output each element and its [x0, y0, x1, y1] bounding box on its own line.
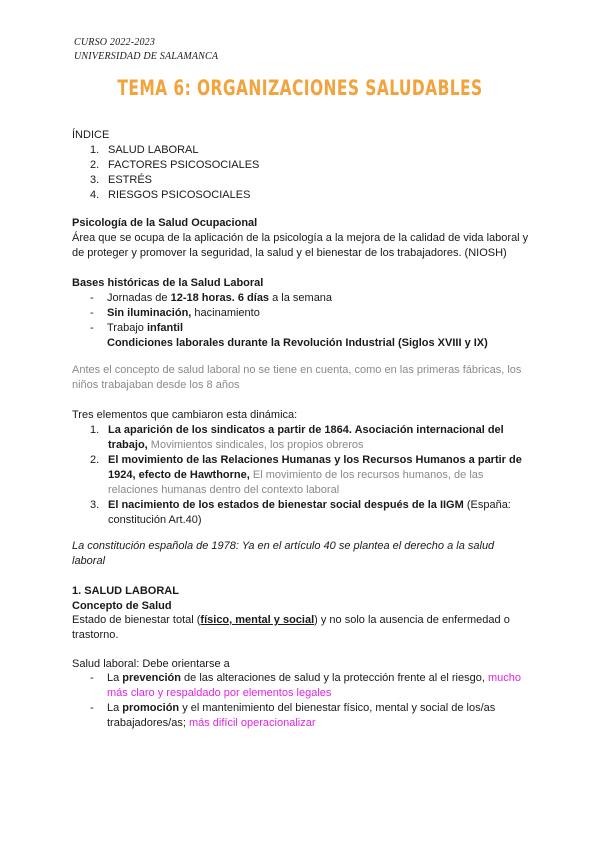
- text-span: La: [107, 672, 123, 684]
- text-span: El nacimiento de los estados de bienestar social después de la IIGM: [108, 499, 464, 511]
- constitucion-note: La constitución española de 1978: Ya en el artículo 40 se plantea el derecho a la salud laboral: [72, 540, 495, 567]
- salud-laboral-list: [90, 671, 530, 731]
- text-span: Trabajo: [107, 322, 147, 334]
- text-span: La: [107, 702, 123, 714]
- list-item: - Jornadas de 12-18 horas. 6 días a la semana: [90, 292, 333, 304]
- index-item-label: ESTRÉS: [108, 174, 153, 186]
- bases-heading: Bases históricas de la Salud Laboral: [72, 277, 264, 289]
- index-item-label: SALUD LABORAL: [108, 144, 199, 156]
- index-item-label: RIESGOS PSICOSOCIALES: [108, 189, 251, 201]
- text-span: 12-18 horas. 6 días: [170, 292, 270, 304]
- text-span: Jornadas de: [107, 292, 171, 304]
- antes-note: Antes el concepto de salud laboral no se tiene en cuenta, como en las primeras fábricas, los niños trabajaban desde los 8 años: [72, 364, 522, 391]
- list-item: - Trabajo infantil: [90, 322, 184, 334]
- list-item: 4. RIESGOS PSICOSOCIALES: [90, 189, 251, 201]
- text-span: físico, mental y social: [200, 614, 315, 626]
- text-span: y el mantenimiento del bienestar físico, mental y social de los/as trabajadores/as;: [107, 702, 496, 729]
- conditions-line: Condiciones laborales durante la Revolución Industrial (Siglos XVIII y IX): [107, 337, 488, 349]
- text-span: a la semana: [269, 292, 333, 304]
- text-span: La aparición de los sindicatos a partir de 1864. Asociación internacional del trabajo,: [108, 424, 504, 451]
- index-item-label: FACTORES PSICOSOCIALES: [108, 159, 260, 171]
- list-item: - La prevención de las alteraciones de salud y la protección frente al el riesgo, mucho más claro y respaldado por elementos legales: [90, 672, 521, 699]
- page-title: TEMA 6: ORGANIZACIONES SALUDABLES: [117, 76, 483, 100]
- university-label: UNIVERSIDAD DE SALAMANCA: [74, 51, 219, 62]
- list-item: 3. ESTRÉS: [90, 174, 153, 186]
- text-span: (España: constitución Art.40): [108, 499, 511, 526]
- text-span: promoción: [122, 702, 180, 714]
- text-span: Movimientos sindicales, los propios obreros: [147, 439, 364, 451]
- list-item: 2. FACTORES PSICOSOCIALES: [90, 159, 260, 171]
- tres-list: [90, 423, 530, 528]
- text-span: El movimiento de las Relaciones Humanas y los Recursos Humanos a partir de 1924, efecto de Hawthorne,: [108, 454, 522, 481]
- list-item: - Sin iluminación, hacinamiento: [90, 307, 260, 319]
- salud-subheading: Concepto de Salud: [72, 600, 172, 612]
- list-item: - La promoción y el mantenimiento del bienestar físico, mental y social de los/as trabajadores/as; más difícil operacionalizar: [90, 702, 496, 729]
- list-item: 3. El nacimiento de los estados de bienestar social después de la IIGM (España: constitución Art.40): [90, 499, 511, 526]
- text-span: infantil: [146, 322, 184, 334]
- list-item: 1. La aparición de los sindicatos a partir de 1864. Asociación internacional del trabajo, Movimientos sindicales, los propios obreros: [90, 424, 504, 451]
- course-label: CURSO 2022-2023: [74, 37, 156, 48]
- salud-heading: 1. SALUD LABORAL: [72, 585, 179, 597]
- text-span: prevención: [122, 672, 181, 684]
- psicologia-text: Área que se ocupa de la aplicación de la psicología a la mejora de la calidad de vida laboral y de proteger y promover la seguridad, la salud y el bienestar de los trabajadores. (NIOSH): [72, 232, 529, 259]
- text-span: ) y no solo la ausencia de enfermedad o trastorno.: [72, 614, 510, 641]
- salud-laboral-intro: Salud laboral: Debe orientarse a: [72, 658, 230, 670]
- text-span: mucho más claro y respaldado por elementos legales: [107, 672, 521, 699]
- text-span: El movimiento de los recursos humanos, de las relaciones humanas dentro del contexto laboral: [108, 469, 484, 496]
- text-span: más difícil operacionalizar: [188, 717, 316, 729]
- text-span: de las alteraciones de salud y la protección frente al el riesgo,: [180, 672, 488, 684]
- psicologia-heading: Psicología de la Salud Ocupacional: [72, 217, 258, 229]
- index-list: [90, 143, 530, 203]
- text-span: Sin iluminación,: [107, 307, 192, 319]
- salud-definition: [72, 613, 532, 643]
- list-item: 1. SALUD LABORAL: [90, 144, 199, 156]
- bases-list: [90, 291, 530, 336]
- tres-intro: Tres elementos que cambiaron esta dinámica:: [72, 409, 298, 421]
- index-heading: ÍNDICE: [72, 129, 110, 141]
- list-item: 2. El movimiento de las Relaciones Humanas y los Recursos Humanos a partir de 1924, efecto de Hawthorne, El movimiento de los recursos humanos, de las relaciones humanas dentro del contexto laboral: [90, 454, 522, 496]
- text-span: Estado de bienestar total (: [72, 614, 201, 626]
- text-span: hacinamiento: [191, 307, 260, 319]
